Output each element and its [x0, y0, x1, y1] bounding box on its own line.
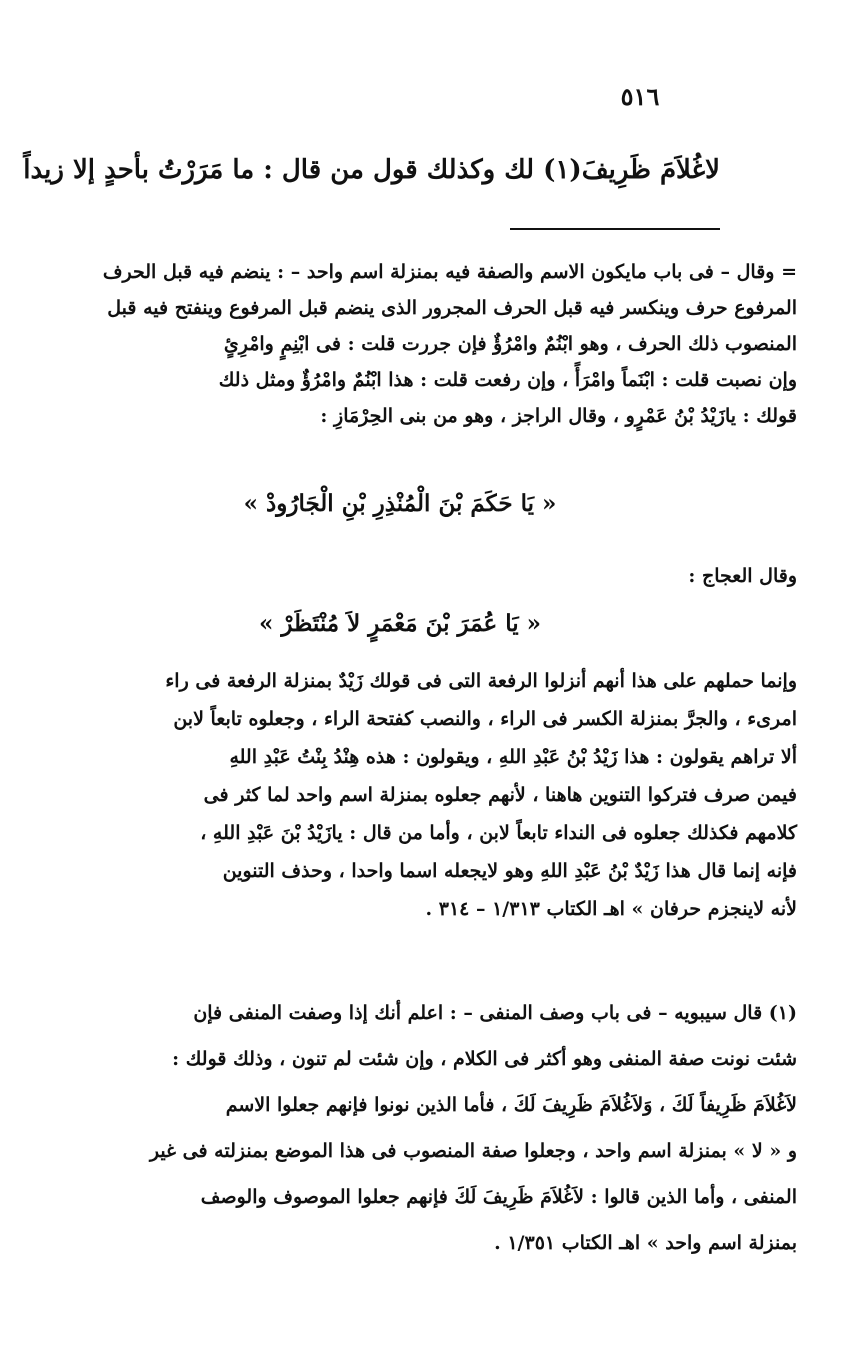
verse-intro: وقال العجاج :: [688, 565, 797, 587]
footnote-line: المنصوب ذلك الحرف ، وهو ابْنُمٌ وامْرُؤٌ فإن جررت قلت : فى ابْنِمٍ وامْرِئٍ: [223, 333, 797, 355]
footnote-line: المنفى ، وأما الذين قالوا : لاَغُلاَمَ ظَرِيفَ لَكَ فإنهم جعلوا الموصوف والوصف: [200, 1186, 797, 1208]
footnote-line: و « لا » بمنزلة اسم واحد ، وجعلوا صفة المنصوب فى هذا الموضع بمنزلته فى غير: [149, 1140, 797, 1162]
page-number: ٥١٦: [620, 82, 660, 111]
footnote-line: لاَغُلاَمَ ظَرِيفاً لَكَ ، وَلاَغُلاَمَ ظَرِيفَ لَكَ ، فأما الذين نونوا فإنهم جعلوا الاسم: [225, 1094, 797, 1116]
footnote-line: امرىء ، والجرَّ بمنزلة الكسر فى الراء ، والنصب كفتحة الراء ، وجعلوه تابعاً لابن: [173, 708, 797, 730]
verse-line: « يَا حَكَمَ بْنَ الْمُنْذِرِ بْنِ الْجَارُودْ »: [243, 490, 557, 517]
footnote-1: [62, 990, 797, 1266]
footnote-line: بمنزلة اسم واحد » اهـ الكتاب ١/٣٥١ .: [494, 1232, 797, 1254]
footnote-line: وإن نصبت قلت : ابْنَماً وامْرَأً ، وإن رفعت قلت : هذا ابْنُمٌ وامْرُؤٌ ومثل ذلك: [218, 369, 797, 391]
footnote-line: = وقال – فى باب مايكون الاسم والصفة فيه بمنزلة اسم واحد – : ينضم فيه قبل الحرف: [102, 261, 797, 283]
footnote-line: قولك : يازَيْدُ بْنُ عَمْرٍو ، وقال الراجز ، وهو من بنى الحِرْمَازِ :: [320, 405, 797, 427]
footnote-paragraph: [62, 662, 797, 928]
footnote-line: فإنه إنما قال هذا زَيْدٌ بْنُ عَبْدِ اللهِ وهو لايجعله اسما واحدا ، وحذف التنوين: [222, 860, 797, 882]
footnote-line: كلامهم فكذلك جعلوه فى النداء تابعاً لابن ، وأما من قال : يازَيْدُ بْنَ عَبْدِ اللهِ ،: [200, 822, 797, 844]
footnote-line: المرفوع حرف وينكسر فيه قبل الحرف المجرور الذى ينضم قبل المرفوع وينفتح فيه قبل: [107, 297, 797, 319]
footnote-continuation: [62, 254, 797, 434]
footnote-line: ألا تراهم يقولون : هذا زَيْدُ بْنُ عَبْدِ اللهِ ، ويقولون : هذه هِنْدُ بِنْتُ عَبْدِ اللهِ: [229, 746, 797, 768]
footnote-line: فيمن صرف فتركوا التنوين هاهنا ، لأنهم جعلوه بمنزلة اسم واحد لما كثر فى: [203, 784, 797, 806]
footnote-line: (١) قال سيبويه – فى باب وصف المنفى – : اعلم أنك إذا وصفت المنفى فإن: [193, 1002, 797, 1024]
footnote-line: شئت نونت صفة المنفى وهو أكثر فى الكلام ، وإن شئت لم تنون ، وذلك قولك :: [172, 1048, 797, 1070]
verse-line: « يَا عُمَرَ بْنَ مَعْمَرٍ لاَ مُنْتَظَرْ »: [258, 610, 542, 637]
footnote-line: لأنه لاينجزم حرفان » اهـ الكتاب ١/٣١٣ – ٣١٤ .: [425, 898, 797, 920]
footnote-separator: [510, 228, 720, 230]
main-text-line: لاغُلاَمَ ظَرِيفَ(١) لك وكذلك قول من قال : ما مَرَرْتُ بأحدٍ إلا زيداً: [23, 155, 720, 185]
footnote-line: وإنما حملهم على هذا أنهم أنزلوا الرفعة التى فى قولك زَيْدٌ بمنزلة الرفعة فى راء: [165, 670, 797, 692]
